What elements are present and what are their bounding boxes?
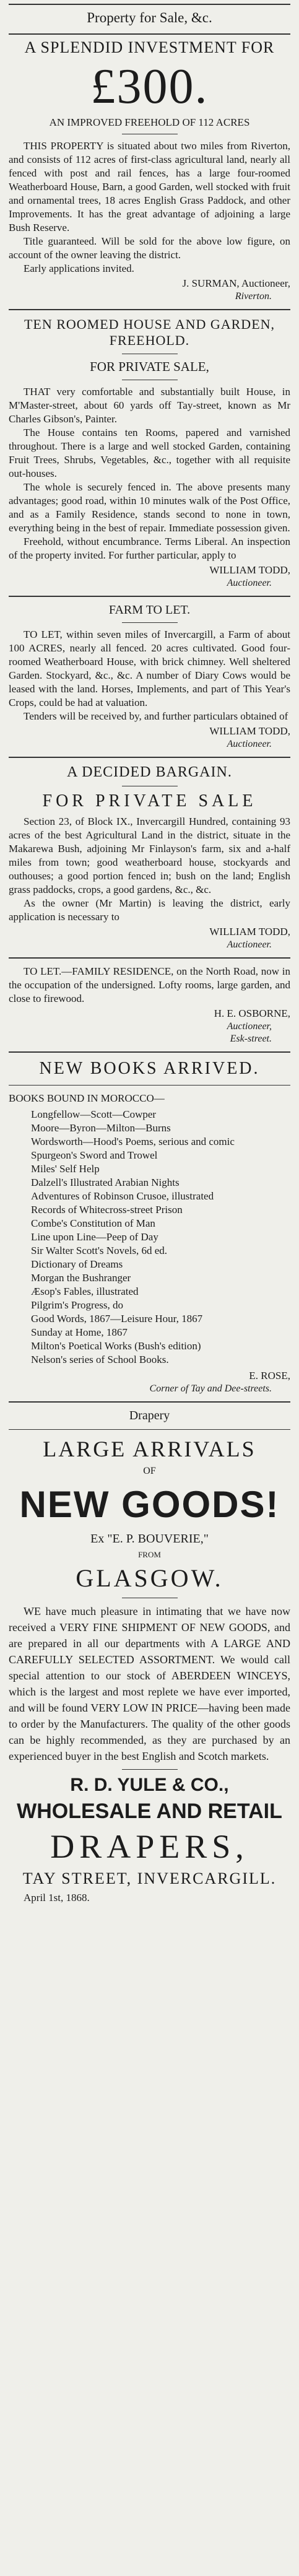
ad-signature-role: Auctioneer, [227,1021,272,1032]
divider [9,309,290,310]
ad-headline: A DECIDED BARGAIN. [67,764,232,780]
ad-decided-bargain [9,764,290,951]
book-list-item: Records of Whitecross-street Prison [31,1204,183,1216]
book-list-item: Dictionary of Dreams [31,1258,123,1270]
ad-family-residence [9,965,290,1045]
ad-body: TO LET.—FAMILY RESIDENCE, on the North Road, now in the occupation of the undersigned. Lofty rooms, large garden, and close to firewood. [9,965,290,1004]
book-list-item: Miles' Self Help [31,1163,100,1175]
book-list-item: Adventures of Robinson Crusoe, illustrated [31,1190,214,1202]
ad-headline: A SPLENDID INVESTMENT FOR [24,38,275,56]
ad-from: FROM [138,1550,161,1559]
book-list-item: Sir Walter Scott's Novels, 6d ed. [31,1245,167,1256]
book-list-item: Pilgrim's Progress, do [31,1299,123,1311]
section-title: Drapery [129,1409,170,1422]
ad-port: GLASGOW. [76,1564,223,1592]
ad-signature-role: Auctioneer. [227,939,272,950]
ad-body: Early applications invited. [24,263,134,274]
book-list-item: Sunday at Home, 1867 [31,1326,128,1338]
ad-subhead: AN IMPROVED FREEHOLD OF 112 ACRES [49,116,250,128]
book-list-item: Nelson's series of School Books. [31,1354,169,1365]
book-list-item: Longfellow—Scott—Cowper [31,1108,157,1120]
ad-firm: R. D. YULE & CO., [70,1775,229,1795]
book-list-item: Good Words, 1867—Leisure Hour, 1867 [31,1313,203,1325]
book-list-item: Æsop's Fables, illustrated [31,1286,139,1297]
section-title: Property for Sale, &c. [87,10,212,25]
divider [9,1429,290,1430]
ad-subhead: FOR PRIVATE SALE [42,791,257,811]
ad-signature: WILLIAM TODD, [209,725,290,737]
ad-new-books [9,1059,290,1395]
divider [9,596,290,597]
book-list-item: Wordsworth—Hood's Poems, serious and comic [31,1136,235,1147]
ad-signature-role: Auctioneer. [227,578,272,588]
ad-signature-place: Corner of Tay and Dee-streets. [149,1383,272,1394]
divider [9,1401,290,1403]
ad-body: WE have much pleasure in intimating that we have now received a VERY FINE SHIPMENT OF NEW GOODS, and are prepared in all our departments with A LARGE AND CAREFULLY SELECTED ASSORTMENT. We would call special attention to our stock of ABERDEEN WINCEYS, which is the largest and most replete we have ever imported, and will be found VERY LOW IN PRICE—having been made to order by the Manufacturers. The quality of the other goods can be highly recommended, as they are purchased by an experienced buyer in the best English and Scotch markets. [9,1605,290,1762]
divider [9,757,290,758]
book-list-item: Combe's Constitution of Man [31,1217,155,1229]
ad-body: Section 23, of Block IX., Invercargill Hundred, containing 93 acres of the best Agricultural Land in the district, situate in the Makarewa Bush, adjoining Mr Finlayson's farm, six and a-half miles from town; good weatherboard house, stockyards and outhouses; a good portion fenced in; bush on the land; English grass paddocks, crops, a good gardens, &c., &c. [9,816,290,895]
ad-body: The whole is securely fenced in. The above presents many advantages; good road, within 10 minutes walk of the Post Office, and as a Family Residence, stands second to none in town, everything being in the best of repair. Immediate possession given. [9,481,290,534]
ad-price: £300. [90,59,209,114]
ad-drapery [9,1409,290,1904]
divider [9,1085,290,1086]
divider [122,622,178,623]
ad-body: Title guaranteed. Will be sold for the above low figure, on account of the owner leaving the district. [9,235,290,261]
ad-headline: LARGE ARRIVALS [43,1437,256,1461]
ad-intro: BOOKS BOUND IN MOROCCO— [9,1092,165,1104]
ad-subhead: FOR PRIVATE SALE, [90,359,209,374]
divider [122,1769,178,1770]
ad-big-headline: NEW GOODS! [19,1484,280,1525]
book-list-item: Morgan the Bushranger [31,1272,131,1284]
section-header [9,4,290,35]
ad-signature: J. SURMAN, Auctioneer, [182,277,290,289]
ad-headline: TEN ROOMED HOUSE AND GARDEN, FREEHOLD. [24,316,275,348]
ad-signature-place: Esk-street. [230,1033,272,1044]
book-list-item: Moore—Byron—Milton—Burns [31,1122,171,1134]
divider [9,957,290,959]
ad-body: THIS PROPERTY is situated about two miles from Riverton, and consists of 112 acres of first-class agricultural land, nearly all fenced with post and rail fences, has a large four-roomed Weatherboard House, Barn, a good Garden, well stocked with fruit and ornamental trees, 18 acres English Grass Paddock, and other Improvements. It has the great advantage of adjoining a large Bush Reserve. [9,140,290,233]
ad-wholesale: WHOLESALE AND RETAIL [17,1799,282,1823]
ad-of: OF [143,1466,156,1476]
ad-ten-roomed-house [9,316,290,590]
book-list [9,1108,290,1367]
ad-headline: NEW BOOKS ARRIVED. [39,1059,260,1078]
book-list-item: Spurgeon's Sword and Trowel [31,1149,158,1161]
ad-body: THAT very comfortable and substantially built House, in M'Master-street, about 60 yards off Tay-street, known as Mr Charles Gibson's, Painter. [9,386,290,425]
ad-signature: E. ROSE, [249,1370,290,1382]
ad-signature: WILLIAM TODD, [209,564,290,576]
ad-signature: WILLIAM TODD, [209,926,290,938]
book-list-item: Milton's Poetical Works (Bush's edition) [31,1340,201,1352]
ad-body: Tenders will be received by, and further particulars obtained of [24,710,288,722]
ad-signature-role: Auctioneer. [227,739,272,749]
ad-investment [9,38,290,303]
ad-date: April 1st, 1868. [24,1892,90,1904]
ad-drapers: DRAPERS, [50,1828,249,1865]
ad-body: The House contains ten Rooms, papered and varnished throughout. There is a large and well stocked Garden, containing Fruit Trees, Shrubs, Vegetables, &c., together with all requisite out-houses. [9,427,290,479]
ad-ship: Ex "E. P. BOUVERIE," [90,1532,209,1546]
ad-body: As the owner (Mr Martin) is leaving the district, early application is necessary to [9,897,290,923]
divider [9,1051,290,1053]
ad-headline: FARM TO LET. [108,603,191,617]
ad-signature-place: Riverton. [235,291,272,302]
book-list-item: Dalzell's Illustrated Arabian Nights [31,1177,180,1188]
ad-farm-to-let [9,603,290,751]
ad-body: TO LET, within seven miles of Invercargill, a Farm of about 100 ACRES, nearly all fenced. 20 acres cultivated. Good four-roomed Weatherboard House, with brick chimney. Well sheltered Garden. Stockyard, &c., &c. A number of Diary Cows would be leased with the land. Horses, Implements, and part of This Year's Crops, could be had at valuation. [9,629,290,708]
ad-address: TAY STREET, INVERCARGILL. [22,1869,277,1887]
book-list-item: Line upon Line—Peep of Day [31,1231,158,1243]
ad-signature: H. E. OSBORNE, [214,1007,290,1019]
ad-body: Freehold, without encumbrance. Terms Liberal. An inspection of the property invited. For further particular, apply to [9,536,290,561]
